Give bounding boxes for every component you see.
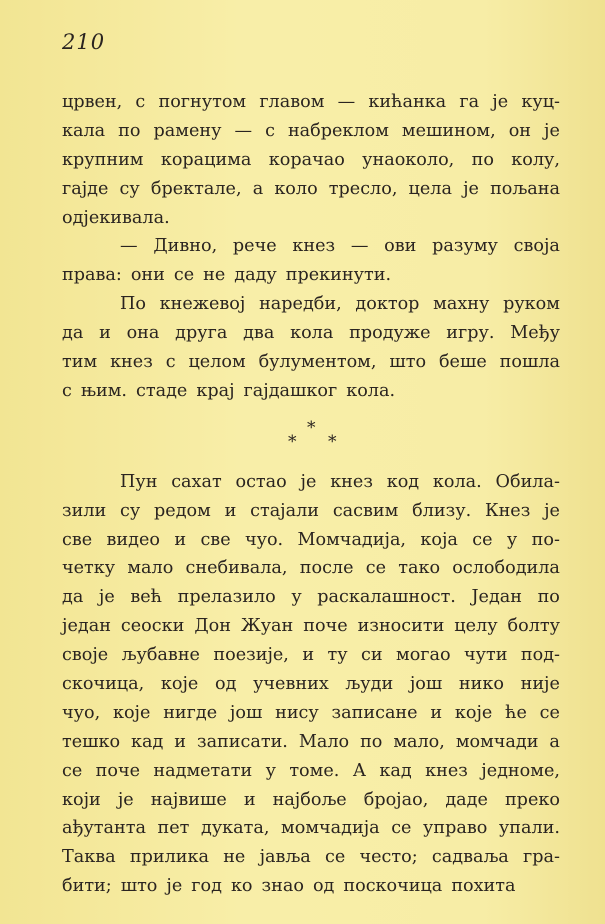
text-line: своје љубавне поезије, и ту си могао чути под- — [62, 645, 560, 666]
text-line: кала по рамену — с набреклом мешином, он је — [62, 120, 560, 141]
paragraphs-after — [62, 468, 560, 901]
paragraph — [62, 88, 560, 232]
text-line: — Дивно, рече кнез — ови разуму своја — [120, 236, 560, 257]
text-line: чуо, које нигде још нису записане и које ће се — [62, 702, 560, 723]
text-line: све видео и све чуо. Момчадија, која се у по- — [62, 529, 560, 550]
paragraphs-before — [62, 88, 560, 406]
text-line: црвен, с погнутом главом — кићанка га је куц- — [62, 92, 560, 112]
paragraph — [62, 232, 560, 290]
page-number: 210 — [62, 30, 106, 54]
text-line: се поче надметати у томе. А кад кнез једноме, — [62, 760, 560, 781]
text-line: да и она друга два кола продуже игру. Међу — [62, 323, 560, 344]
text-line: тим кнез с целом булументом, што беше пошла — [62, 352, 560, 373]
text-line: ађутанта пет дуката, момчадија се управо упали. — [62, 818, 560, 839]
text-line: гајде су бректале, а коло тресло, цела је пољана — [62, 178, 560, 199]
text-line: скочица, које од учевних људи још нико није — [62, 674, 560, 695]
text-line: Таква прилика не јавља се често; садваља гра- — [62, 847, 560, 868]
text-line: тешко кад и записати. Мало по мало, момчади а — [62, 731, 560, 752]
text-line: с њим. стаде крај гајдашког кола. — [62, 380, 396, 401]
paragraph — [62, 290, 560, 406]
text-line: зили су редом и стајали сасвим близу. Кнез је — [62, 500, 560, 521]
text-line: бити; што је год ко знао од поскочица похита — [62, 876, 516, 897]
paragraph — [62, 468, 560, 901]
body-text — [62, 88, 560, 901]
text-line: четку мало снебивала, после се тако ослободила — [62, 558, 560, 579]
asterism-star: * — [288, 431, 297, 452]
text-line: одјекивала. — [62, 207, 170, 228]
text-line: Пун сахат остао је кнез код кола. Обила- — [120, 471, 560, 492]
text-line: да је већ прелазило у раскалашност. Један по — [62, 587, 560, 608]
asterism-star: * — [328, 431, 337, 452]
text-line: један сеоски Дон Жуан поче износити целу болту — [62, 616, 560, 637]
text-line: По кнежевој наредби, доктор махну руком — [120, 294, 560, 315]
asterism-star: * — [307, 417, 316, 438]
text-line: права: они се не даду прекинути. — [62, 265, 392, 286]
section-break-asterism — [62, 412, 560, 464]
text-line: крупним корацима корачао унаоколо, по колу, — [62, 149, 560, 170]
text-line: који је највише и најбоље бројао, даде преко — [62, 789, 560, 810]
